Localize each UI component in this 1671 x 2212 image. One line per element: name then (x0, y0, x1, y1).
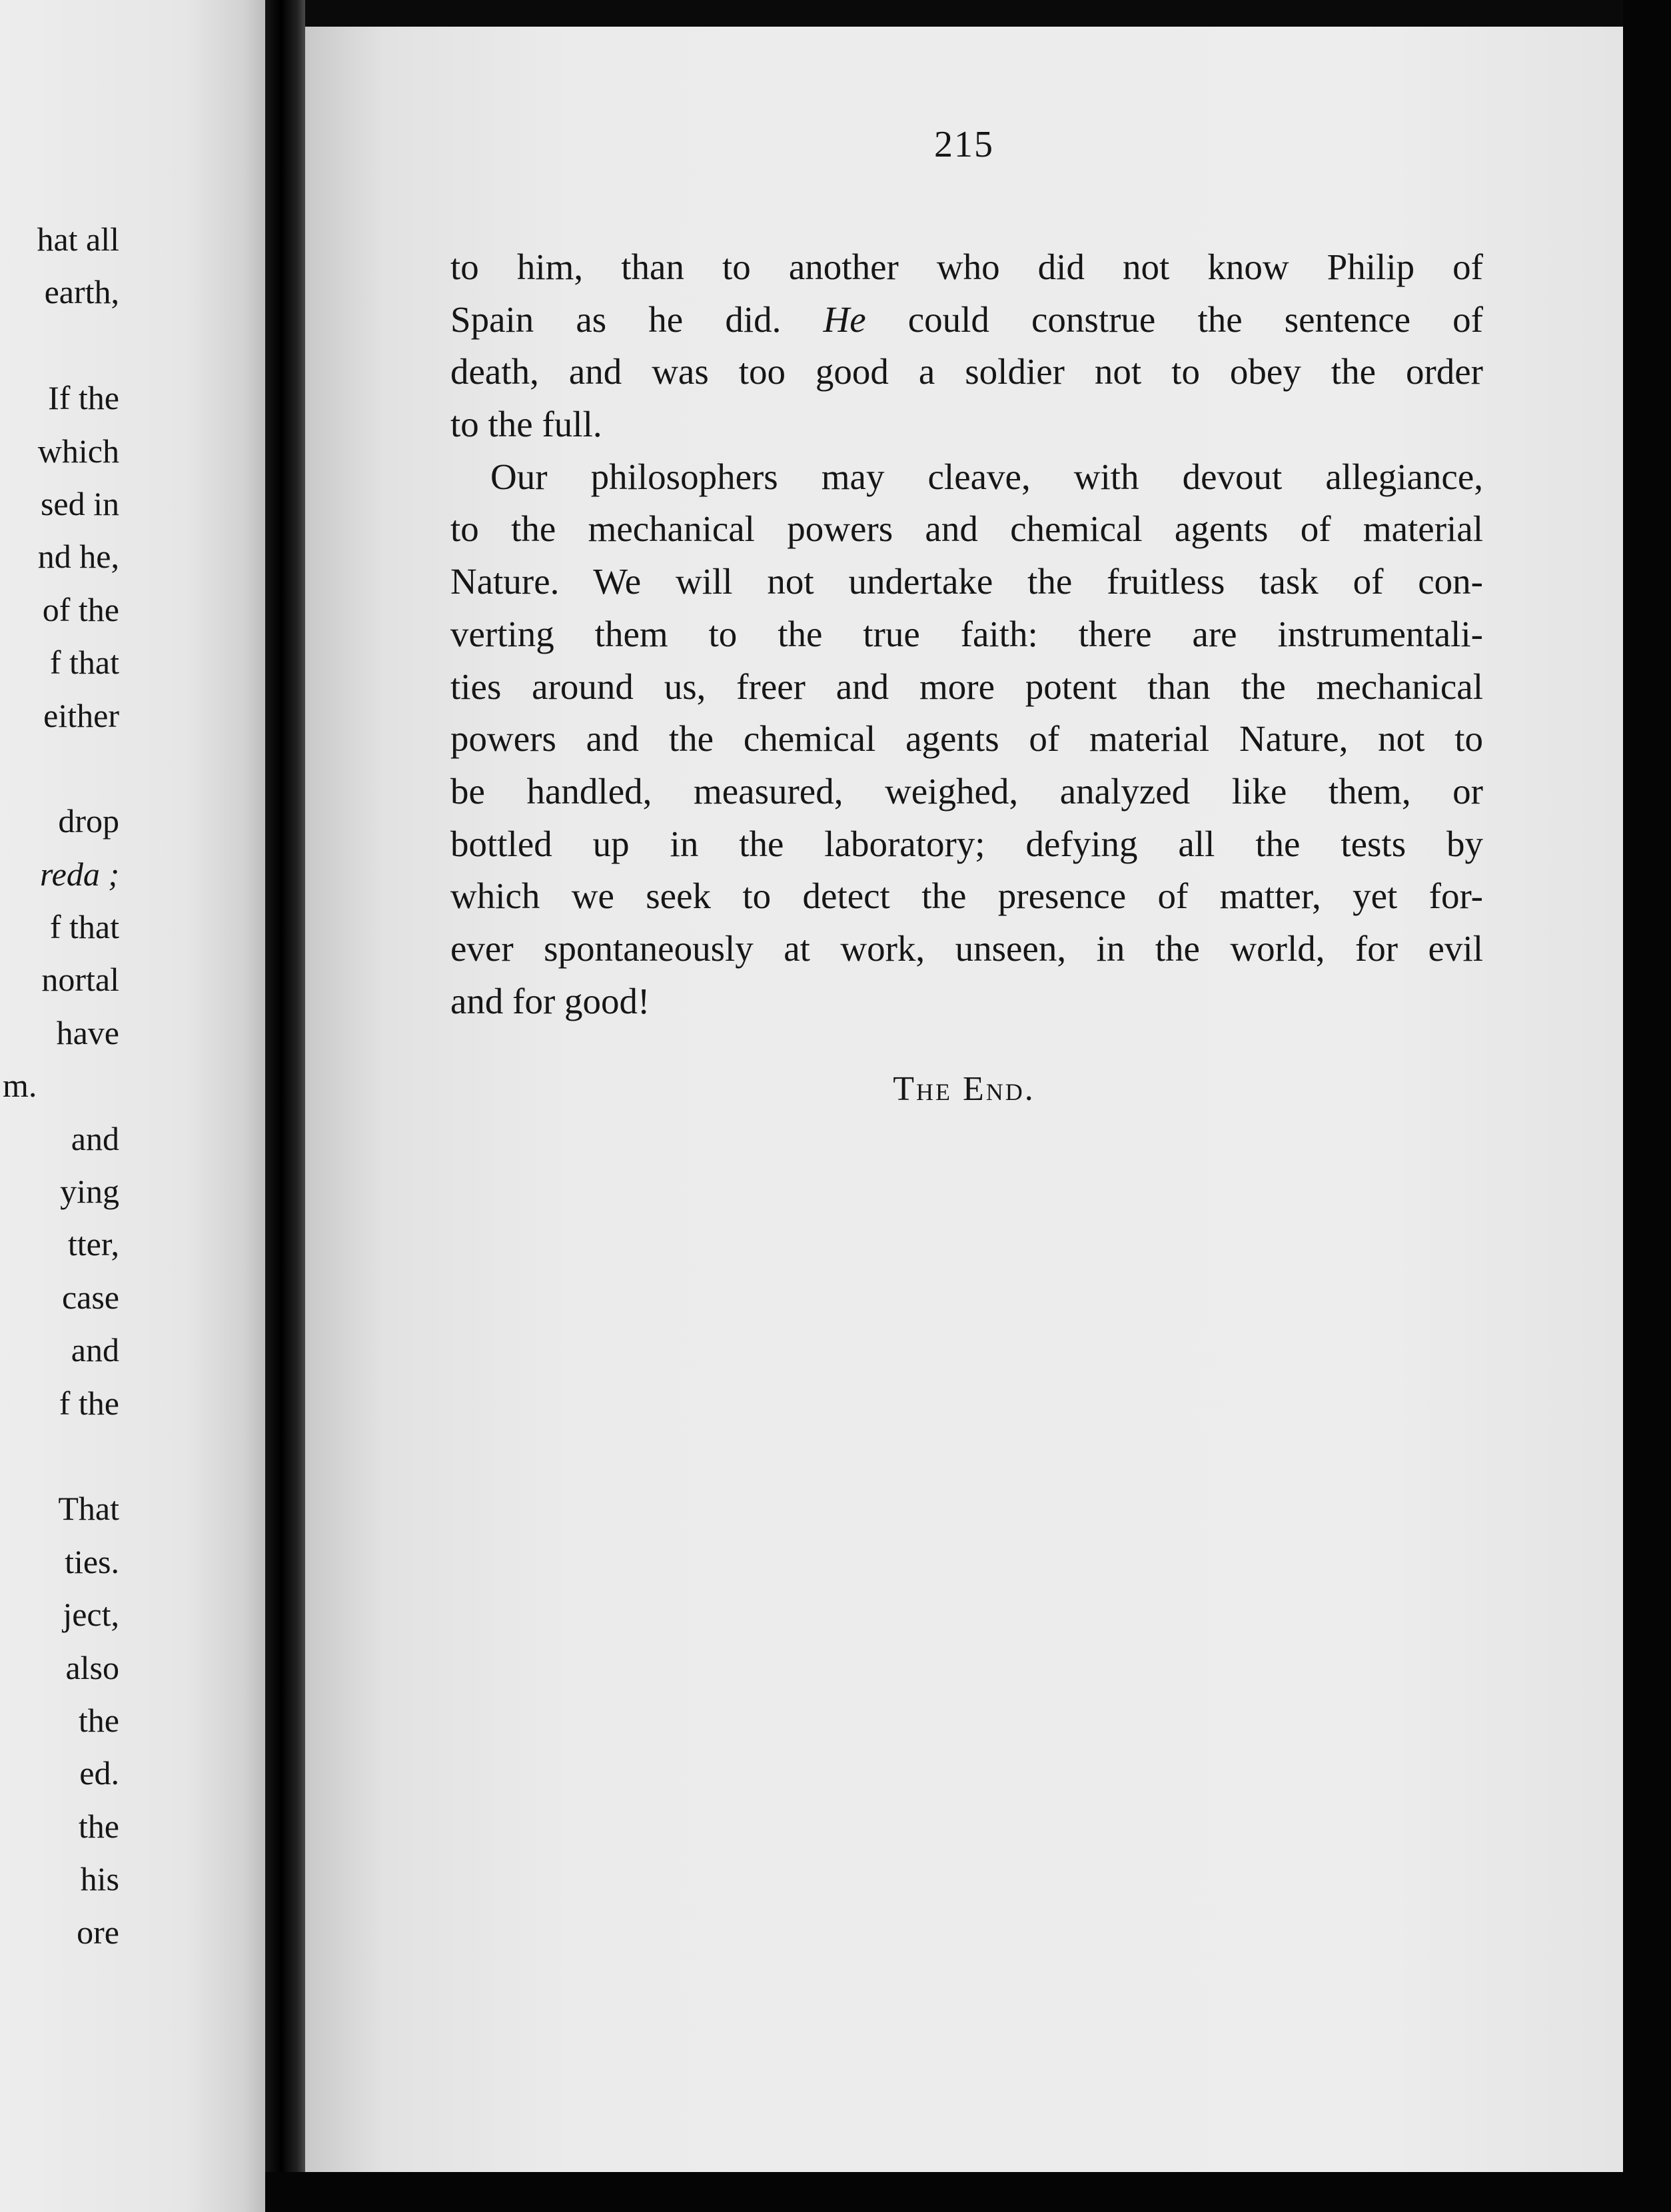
previous-page-line: f that (49, 644, 119, 682)
text-line: be handled, measured, weighed, analyzed like them, or (450, 770, 1483, 812)
previous-page-line: and (71, 1331, 119, 1369)
previous-page-line: earth, (44, 273, 119, 311)
text-line: death, and was too good a soldier not to obey the order (450, 351, 1483, 392)
previous-page-line: reda ; (40, 855, 119, 893)
page-number: 215 (934, 124, 994, 165)
previous-page-line: have (56, 1013, 119, 1051)
previous-page-line: ed. (79, 1754, 119, 1792)
previous-page-line: f the (59, 1384, 119, 1422)
previous-page-line: sed in (40, 484, 119, 522)
previous-page-line: his (80, 1860, 119, 1898)
text-line: to the full. (450, 404, 602, 445)
previous-page-line: and (71, 1119, 119, 1157)
italic-word: He (823, 298, 866, 340)
text-line: bottled up in the laboratory; defying all the tests by (450, 823, 1483, 864)
previous-page-line: the (78, 1701, 119, 1739)
previous-page-line: hat all (37, 221, 119, 258)
previous-page-line: which (37, 432, 119, 470)
previous-page-line: tter, (67, 1225, 119, 1263)
previous-page-line: nd he, (37, 538, 119, 576)
text-line: Our philosophers may cleave, with devout allegiance, (490, 456, 1483, 497)
scan-border-right (1623, 0, 1671, 2212)
previous-page-line: nortal (41, 961, 119, 999)
previous-page-line: either (43, 696, 119, 734)
previous-page-line: ties. (65, 1542, 119, 1580)
scan-border-bottom (265, 2172, 1671, 2212)
previous-page-line: case (61, 1278, 119, 1316)
text-line: to him, than to another who did not know Philip of (450, 247, 1483, 287)
previous-page-line: That (58, 1490, 119, 1528)
paragraph (450, 451, 1483, 1028)
text-line: which we seek to detect the presence of matter, yet for- (450, 875, 1483, 917)
previous-page-line: m. (3, 1067, 37, 1105)
previous-page-line: ying (60, 1173, 119, 1211)
previous-page-line (0, 742, 119, 795)
text-line: ties around us, freer and more potent than the mechanical (450, 666, 1483, 707)
previous-page-line: also (65, 1648, 119, 1686)
previous-page-line: ore (77, 1913, 119, 1951)
previous-page (0, 0, 265, 2212)
text-line: powers and the chemical agents of material Nature, not to (450, 718, 1483, 760)
previous-page-line: of the (42, 590, 119, 628)
text-line: Nature. We will not undertake the fruitless task of con- (450, 561, 1483, 602)
book-gutter (265, 0, 305, 2212)
end-mark: The End. (893, 1070, 1035, 1108)
text-line: verting them to the true faith: there are instrumentali- (450, 613, 1483, 654)
previous-page-text (0, 213, 119, 1959)
previous-page-line: the (78, 1807, 119, 1845)
page-body (450, 241, 1483, 1027)
text-line: Spain as he did. He could construe the sentence of (450, 298, 1483, 340)
previous-page-line: If the (48, 379, 119, 417)
previous-page-line: f that (49, 908, 119, 946)
previous-page-line: drop (58, 802, 119, 840)
current-page (305, 27, 1623, 2172)
previous-page-line: ject, (63, 1596, 119, 1634)
previous-page-line (0, 319, 119, 372)
previous-page-line (0, 1430, 119, 1482)
text-line: and for good! (450, 980, 650, 1021)
text-line: to the mechanical powers and chemical agents of material (450, 508, 1483, 550)
paragraph (450, 241, 1483, 451)
text-line: ever spontaneously at work, unseen, in the world, for evil (450, 927, 1483, 969)
